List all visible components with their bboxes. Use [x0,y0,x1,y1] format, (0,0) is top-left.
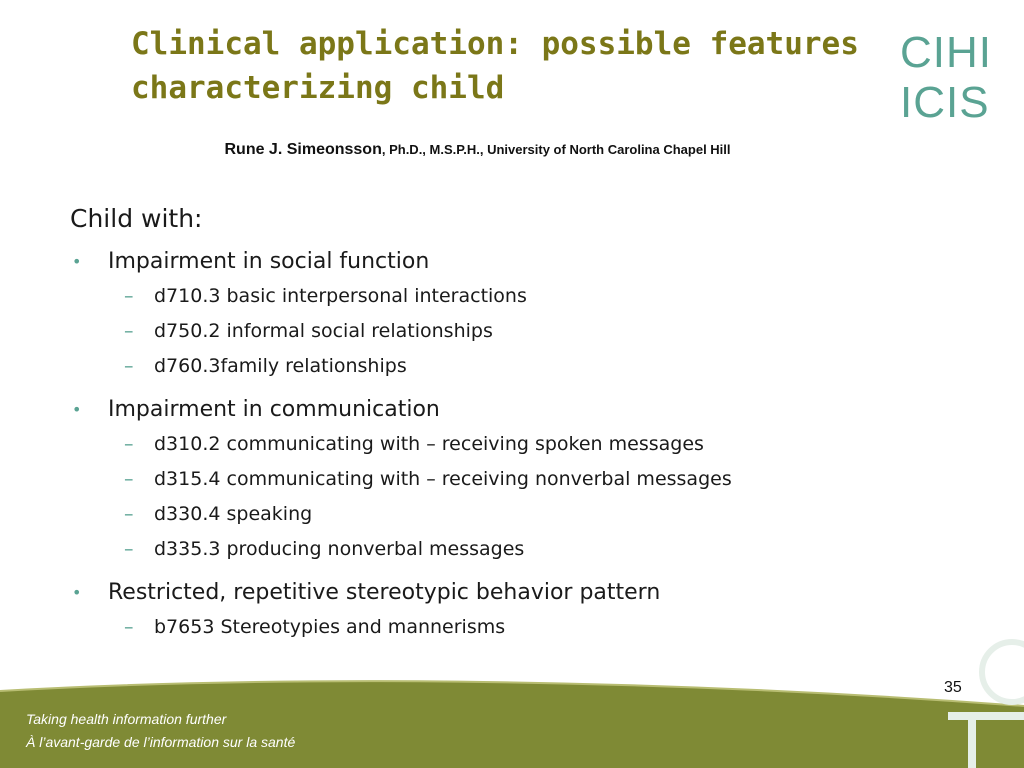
logo-line1: CIHI [900,28,992,77]
bullet-group [70,576,900,645]
sub-bullet-item [70,610,900,645]
sub-bullet-text: d315.4 communicating with – receiving nonverbal messages [154,468,732,490]
sub-bullet-text: d335.3 producing nonverbal messages [154,538,525,560]
bullet-text: Impairment in communication [108,397,440,422]
slide-title-line1: Clinical application: possible features [131,26,859,62]
bullet-group [70,245,900,384]
lead-text: Child with: [70,204,203,233]
sub-bullet-item [70,279,900,314]
sub-bullet-item [70,314,900,349]
dash-icon: – [124,616,134,638]
bullet-item [70,576,900,610]
sub-bullet-item [70,497,900,532]
bullet-icon: • [72,252,82,271]
bullet-item [70,393,900,427]
dash-icon: – [124,538,134,560]
cihi-logo [900,28,1000,128]
logo-line2: ICIS [900,78,990,127]
page-number: 35 [944,679,962,696]
sub-bullet-item [70,349,900,384]
bullet-text: Impairment in social function [108,249,430,274]
dash-icon: – [124,355,134,377]
sub-bullet-text: d330.4 speaking [154,503,313,525]
author-credentials: , Ph.D., M.S.P.H., University of North Carolina Chapel Hill [381,142,731,157]
tagline-french: À l’avant-garde de l’information sur la santé [26,734,296,750]
bullet-item [70,245,900,279]
author-byline [0,141,955,159]
sub-bullet-item [70,462,900,497]
slide-title [131,22,871,110]
bullet-text: Restricted, repetitive stereotypic behavior pattern [108,580,661,605]
dash-icon: – [124,285,134,307]
dash-icon: – [124,468,134,490]
bullet-icon: • [72,583,82,602]
tagline-english: Taking health information further [26,711,227,727]
sub-bullet-item [70,532,900,567]
bullet-icon: • [72,400,82,419]
slide-body [70,199,900,654]
author-name: Rune J. Simeonsson [224,141,382,158]
sub-bullet-text: d760.3family relationships [154,355,407,377]
sub-bullet-text: d310.2 communicating with – receiving spoken messages [154,433,704,455]
dash-icon: – [124,503,134,525]
sub-bullet-text: b7653 Stereotypies and mannerisms [154,616,506,638]
sub-bullet-item [70,427,900,462]
sub-bullet-text: d750.2 informal social relationships [154,320,493,342]
sub-bullet-text: d710.3 basic interpersonal interactions [154,285,527,307]
watermark-ring-icon [982,642,1024,702]
slide-title-line2: characterizing child [131,70,505,106]
bullet-group [70,393,900,567]
dash-icon: – [124,433,134,455]
dash-icon: – [124,320,134,342]
